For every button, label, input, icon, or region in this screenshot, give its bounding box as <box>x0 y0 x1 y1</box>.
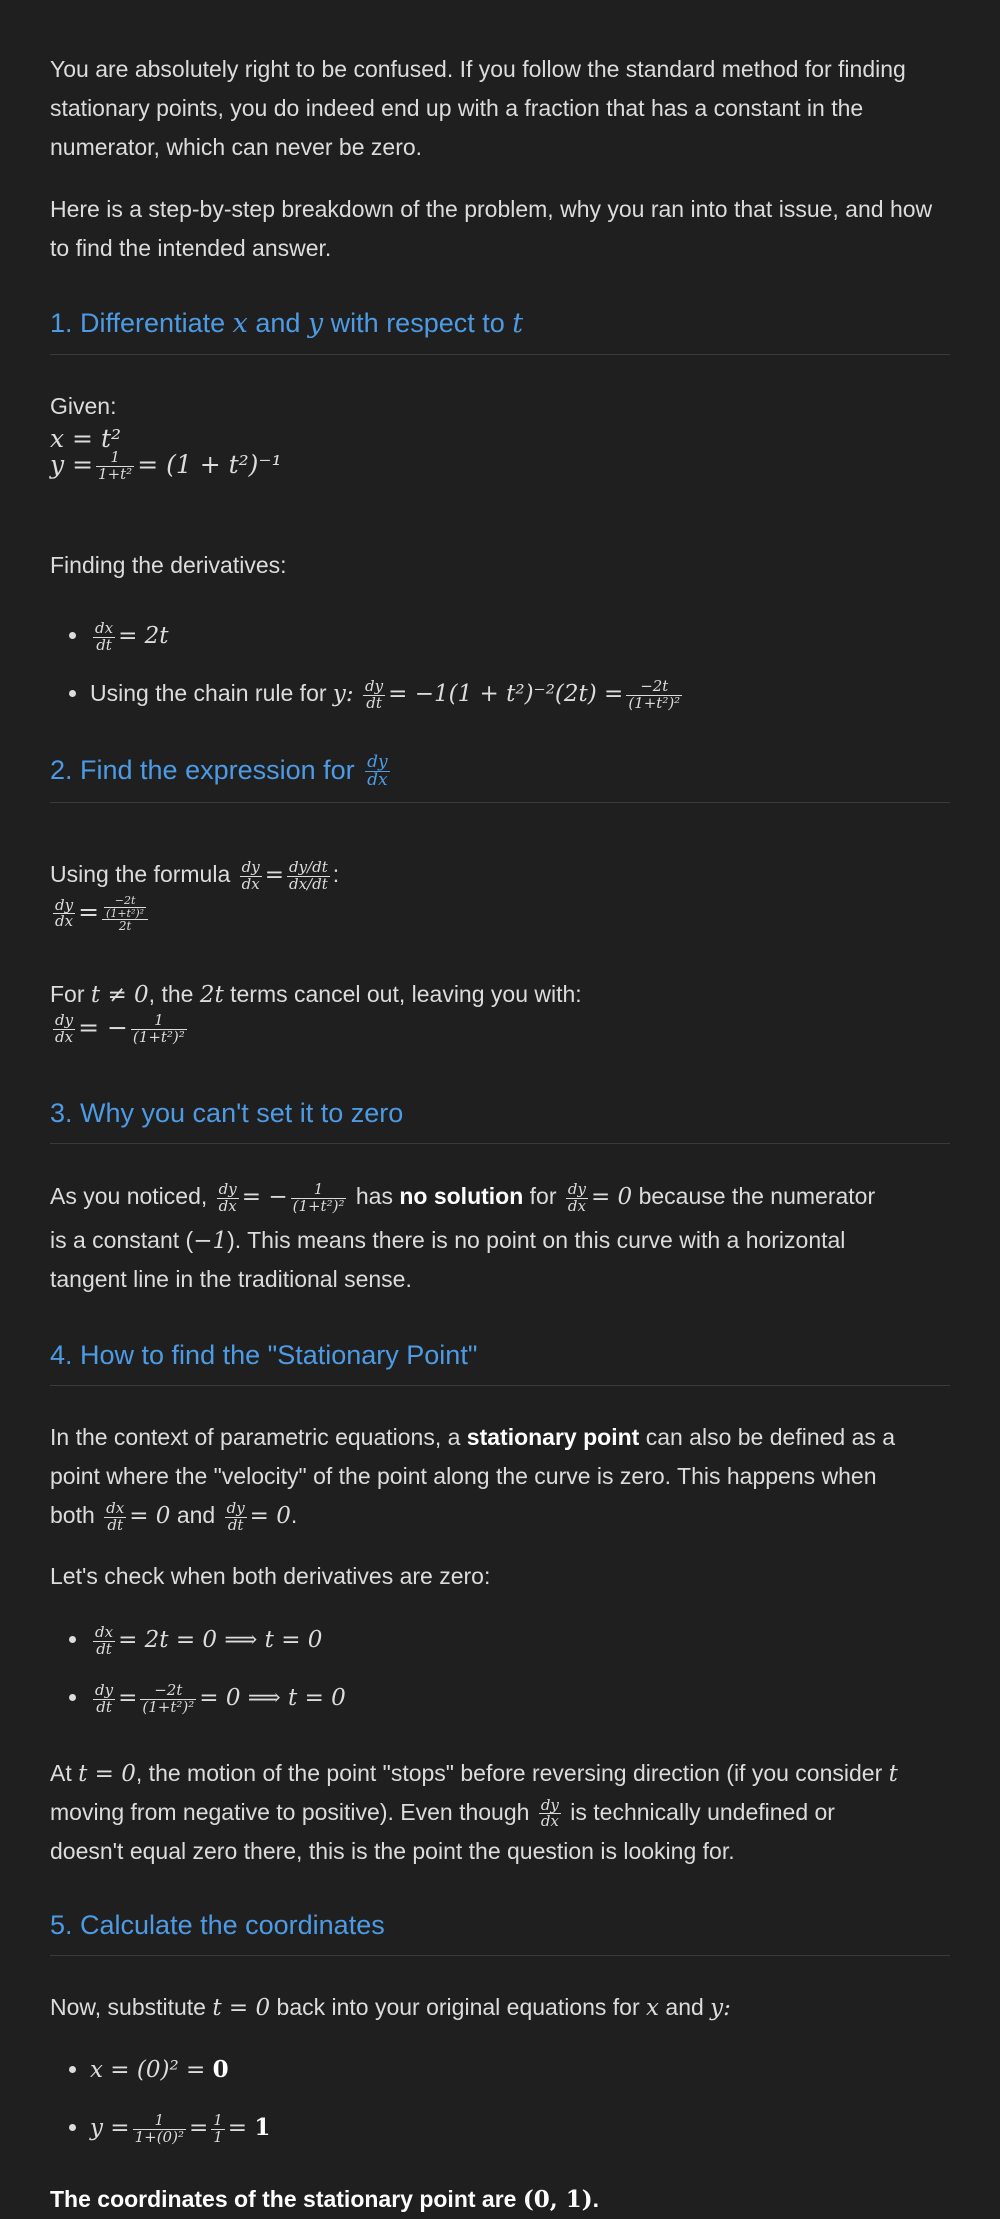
list-item: • y = $\frac{1}{\text{1+(0)²}}$ = $\frac{1}{1}$ = 1 <box>90 2108 270 2148</box>
section-5-heading: 5. Calculate the coordinates <box>50 1907 950 1956</box>
list-item: • $\frac{dx}{dt}$ = 2t = 0 ⟹ t = 0 <box>90 1620 346 1660</box>
finding-derivatives-label: Finding the derivatives: <box>50 552 287 578</box>
dydx-expression: $\frac{dy}{dx}$ = $\frac{\frac{-2t}{\text{(1+t²)²}}}{2t}$ <box>50 895 151 933</box>
formula-line: Using the formula $\frac{dy}{dx}$ = $\frac{dy/dt}{dx/dt}$ : <box>50 857 340 893</box>
section-1-heading: 1. Differentiate x and y with respect to t <box>50 305 950 355</box>
cancel-line: For t ≠ 0, the 2t terms cancel out, leaving you with: <box>50 981 582 1008</box>
zero-check-list <box>50 1620 346 1718</box>
given-label: Given: <box>50 393 117 419</box>
derivatives-list <box>50 616 685 714</box>
at-t-zero-paragraph: At t = 0, the motion of the point "stops" before reversing direction (if you consider t <box>50 1760 898 1787</box>
section-3-heading: 3. Why you can't set it to zero <box>50 1095 950 1144</box>
intro-paragraph-2: Here is a step-by-step breakdown of the problem, why you ran into that issue, and how to find the intended answer. <box>50 196 933 261</box>
y-equation: y = $\frac{1}{\text{1+t²}}$ = (1 + t²)⁻¹ <box>50 448 282 483</box>
final-answer: The coordinates of the stationary point are (0, 1). <box>50 2186 600 2213</box>
simplified-dydx: $\frac{dy}{dx}$ = − $\frac{1}{\text{(1+t²)²}}$ <box>55 1011 185 1046</box>
section-4-paragraph: In the context of parametric equations, a stationary point can also be defined as a <box>50 1424 896 1450</box>
section-2-heading: 2. Find the expression for $\frac{dy}{dx}$ <box>50 752 950 803</box>
list-item: • $\frac{dx}{dt}$ = 2t <box>90 616 685 656</box>
section-4-heading: 4. How to find the "Stationary Point" <box>50 1337 950 1386</box>
list-item: • $\frac{dy}{dt}$ = $\frac{-2t}{\text{(1+t²)²}}$ = 0 ⟹ t = 0 <box>90 1678 346 1718</box>
intro-paragraph-1: You are absolutely right to be confused. If you follow the standard method for finding stationary points, you do indeed end up with a fraction that has a constant in the numerator, which can never be zero. <box>50 56 906 160</box>
list-item: • x = (0)² = 0 <box>90 2050 270 2090</box>
substitute-line: Now, substitute t = 0 back into your original equations for x and y: <box>50 1994 731 2021</box>
check-label: Let's check when both derivatives are zero: <box>50 1563 491 1589</box>
x-equation: x = t² <box>50 424 122 453</box>
section-3-paragraph: As you noticed, $\frac{dy}{dx}$ = − $\frac{1}{\text{(1+t²)²}}$ has no solution for $\frac{dy}{dx}$ = 0 because the numerator <box>50 1179 876 1215</box>
list-item: • Using the chain rule for y: $\frac{dy}{dt}$ = −1(1 + t²)⁻²(2t) = $\frac{-2t}{\text{(1+t²)²}}$ <box>90 674 685 714</box>
coordinates-list <box>50 2050 270 2148</box>
y-fraction: $\frac{1}{\text{1+t²}}$ <box>98 448 133 483</box>
